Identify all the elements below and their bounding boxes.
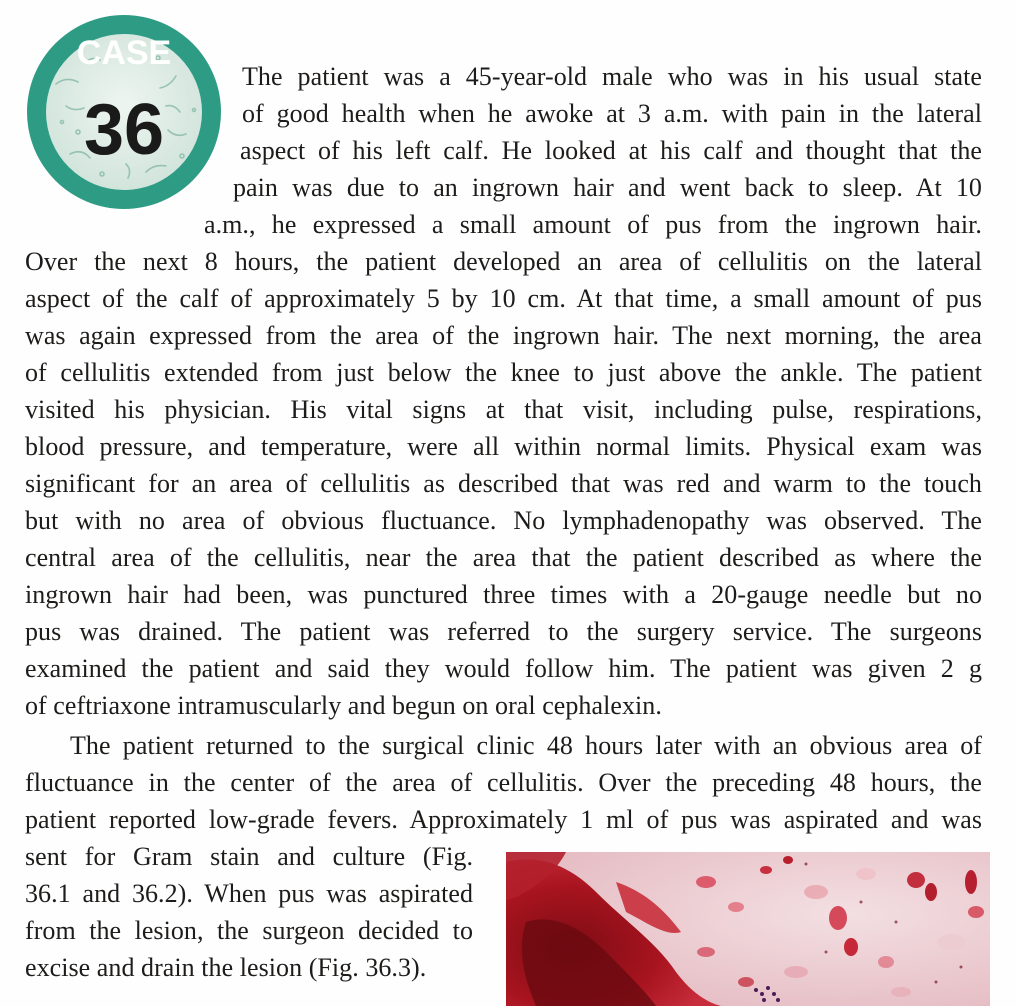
text-line: but with no area of obvious fluctuance. No lymphadenopathy was observed. The [25, 506, 982, 535]
text-line: The patient was a 45-year-old male who was in his usual state [242, 62, 982, 91]
badge-label: CASE [76, 34, 172, 72]
badge-number: 36 [83, 90, 165, 170]
text-line: of cellulitis extended from just below the knee to just above the ankle. The patient [25, 358, 982, 387]
text-line: examined the patient and said they would follow him. The patient was given 2 g [25, 654, 982, 683]
text-line: 36.1 and 36.2). When pus was aspirated [25, 879, 473, 908]
text-line: visited his physician. His vital signs at that visit, including pulse, respirations, [25, 395, 982, 424]
text-line: of good health when he awoke at 3 a.m. with pain in the lateral [242, 99, 982, 128]
text-line: blood pressure, and temperature, were all within normal limits. Physical exam was [25, 432, 982, 461]
text-line: aspect of the calf of approximately 5 by 10 cm. At that time, a small amount of pus [25, 284, 982, 313]
text-line: fluctuance in the center of the area of cellulitis. Over the preceding 48 hours, the [25, 768, 982, 797]
text-line: from the lesion, the surgeon decided to [25, 916, 473, 945]
text-line: The patient returned to the surgical clinic 48 hours later with an obvious area of [70, 731, 982, 760]
text-line: pain was due to an ingrown hair and went back to sleep. At 10 [233, 173, 982, 202]
text-line: central area of the cellulitis, near the area that the patient described as where the [25, 543, 982, 572]
text-line: sent for Gram stain and culture (Fig. [25, 842, 473, 871]
text-line: ingrown hair had been, was punctured three times with a 20-gauge needle but no [25, 580, 982, 609]
text-line: Over the next 8 hours, the patient developed an area of cellulitis on the lateral [25, 247, 982, 276]
text-line: of ceftriaxone intramuscularly and begun on oral cephalexin. [25, 691, 662, 720]
text-line: a.m., he expressed a small amount of pus from the ingrown hair. [204, 210, 982, 239]
text-line: excise and drain the lesion (Fig. 36.3). [25, 953, 427, 982]
case-badge [26, 14, 222, 210]
text-line: was again expressed from the area of the ingrown hair. The next morning, the area [25, 321, 982, 350]
case-badge-graphic [26, 14, 222, 210]
gram-stain-micrograph [506, 852, 990, 1006]
micrograph-image [506, 852, 990, 1006]
text-line: pus was drained. The patient was referred to the surgery service. The surgeons [25, 617, 982, 646]
text-line: patient reported low-grade fevers. Approximately 1 ml of pus was aspirated and was [25, 805, 982, 834]
text-line: aspect of his left calf. He looked at his calf and thought that the [240, 136, 982, 165]
text-line: significant for an area of cellulitis as described that was red and warm to the touch [25, 469, 982, 498]
